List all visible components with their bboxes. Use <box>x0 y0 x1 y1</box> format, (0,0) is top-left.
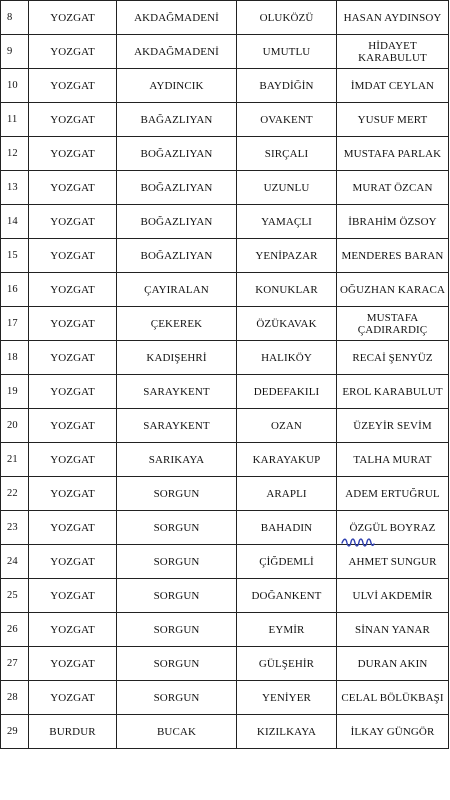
town-cell: GÜLŞEHİR <box>237 647 337 681</box>
table-row <box>1 443 449 477</box>
town-cell: OZAN <box>237 409 337 443</box>
table-row <box>1 171 449 205</box>
district-cell: BUCAK <box>117 715 237 749</box>
row-number: 23 <box>1 511 29 545</box>
province-cell: YOZGAT <box>29 375 117 409</box>
table-row <box>1 477 449 511</box>
district-cell: SORGUN <box>117 579 237 613</box>
name-cell: MUSTAFA PARLAK <box>337 137 449 171</box>
district-cell: ÇEKEREK <box>117 307 237 341</box>
row-number: 25 <box>1 579 29 613</box>
row-number: 21 <box>1 443 29 477</box>
name-cell: HİDAYET KARABULUT <box>337 35 449 69</box>
town-cell: YENİPAZAR <box>237 239 337 273</box>
row-number: 14 <box>1 205 29 239</box>
district-cell: SARAYKENT <box>117 409 237 443</box>
province-cell: YOZGAT <box>29 137 117 171</box>
district-cell: SORGUN <box>117 613 237 647</box>
district-cell: AKDAĞMADENİ <box>117 1 237 35</box>
row-number: 17 <box>1 307 29 341</box>
town-cell: ÖZÜKAVAK <box>237 307 337 341</box>
town-cell: ÇİĞDEMLİ <box>237 545 337 579</box>
table-row <box>1 647 449 681</box>
province-cell: YOZGAT <box>29 205 117 239</box>
name-cell: ULVİ AKDEMİR <box>337 579 449 613</box>
row-number: 26 <box>1 613 29 647</box>
table-body <box>1 1 449 749</box>
province-cell: YOZGAT <box>29 1 117 35</box>
row-number: 24 <box>1 545 29 579</box>
name-cell: EROL KARABULUT <box>337 375 449 409</box>
district-cell: SARAYKENT <box>117 375 237 409</box>
town-cell: DEDEFAKILI <box>237 375 337 409</box>
province-cell: YOZGAT <box>29 613 117 647</box>
province-cell: YOZGAT <box>29 579 117 613</box>
name-cell: HASAN AYDINSOY <box>337 1 449 35</box>
district-cell: BOĞAZLIYAN <box>117 171 237 205</box>
province-cell: YOZGAT <box>29 647 117 681</box>
row-number: 15 <box>1 239 29 273</box>
district-cell: SORGUN <box>117 511 237 545</box>
town-cell: BAHADIN <box>237 511 337 545</box>
province-cell: YOZGAT <box>29 103 117 137</box>
row-number: 9 <box>1 35 29 69</box>
town-cell: OVAKENT <box>237 103 337 137</box>
table-row <box>1 511 449 545</box>
row-number: 29 <box>1 715 29 749</box>
district-cell: BOĞAZLIYAN <box>117 137 237 171</box>
district-cell: SORGUN <box>117 477 237 511</box>
name-cell: ÖZGÜL BOYRAZ <box>337 511 449 545</box>
table-row <box>1 273 449 307</box>
name-cell: SİNAN YANAR <box>337 613 449 647</box>
town-cell: EYMİR <box>237 613 337 647</box>
province-cell: YOZGAT <box>29 307 117 341</box>
province-cell: YOZGAT <box>29 545 117 579</box>
province-cell: YOZGAT <box>29 341 117 375</box>
name-cell: YUSUF MERT <box>337 103 449 137</box>
row-number: 13 <box>1 171 29 205</box>
town-cell: SIRÇALI <box>237 137 337 171</box>
town-cell: KONUKLAR <box>237 273 337 307</box>
town-cell: YENİYER <box>237 681 337 715</box>
name-cell: AHMET SUNGUR <box>337 545 449 579</box>
name-cell: TALHA MURAT <box>337 443 449 477</box>
town-cell: BAYDİĞİN <box>237 69 337 103</box>
table-row <box>1 715 449 749</box>
table-row <box>1 341 449 375</box>
province-cell: YOZGAT <box>29 477 117 511</box>
province-cell: YOZGAT <box>29 171 117 205</box>
district-cell: BOĞAZLIYAN <box>117 239 237 273</box>
row-number: 19 <box>1 375 29 409</box>
table-row <box>1 69 449 103</box>
name-cell: DURAN AKIN <box>337 647 449 681</box>
town-cell: DOĞANKENT <box>237 579 337 613</box>
table-row <box>1 409 449 443</box>
district-cell: SORGUN <box>117 647 237 681</box>
town-cell: YAMAÇLI <box>237 205 337 239</box>
town-cell: HALIKÖY <box>237 341 337 375</box>
table-row <box>1 205 449 239</box>
district-cell: BAĞAZLIYAN <box>117 103 237 137</box>
name-cell: RECAİ ŞENYÜZ <box>337 341 449 375</box>
name-cell: İMDAT CEYLAN <box>337 69 449 103</box>
town-cell: ARAPLI <box>237 477 337 511</box>
name-cell: MURAT ÖZCAN <box>337 171 449 205</box>
row-number: 10 <box>1 69 29 103</box>
district-cell: BOĞAZLIYAN <box>117 205 237 239</box>
table-row <box>1 375 449 409</box>
table-row <box>1 35 449 69</box>
name-cell: İBRAHİM ÖZSOY <box>337 205 449 239</box>
table-row <box>1 613 449 647</box>
name-cell: OĞUZHAN KARACA <box>337 273 449 307</box>
table-row <box>1 137 449 171</box>
district-cell: AKDAĞMADENİ <box>117 35 237 69</box>
town-cell: UZUNLU <box>237 171 337 205</box>
district-cell: SORGUN <box>117 545 237 579</box>
ink-scribble-icon <box>341 536 375 548</box>
table-row <box>1 579 449 613</box>
row-number: 22 <box>1 477 29 511</box>
province-cell: YOZGAT <box>29 409 117 443</box>
row-number: 18 <box>1 341 29 375</box>
table-row <box>1 239 449 273</box>
table-row <box>1 545 449 579</box>
district-cell: KADIŞEHRİ <box>117 341 237 375</box>
district-cell: AYDINCIK <box>117 69 237 103</box>
province-cell: YOZGAT <box>29 443 117 477</box>
district-cell: SARIKAYA <box>117 443 237 477</box>
row-number: 20 <box>1 409 29 443</box>
row-number: 27 <box>1 647 29 681</box>
name-cell: CELAL BÖLÜKBAŞI <box>337 681 449 715</box>
table-row <box>1 681 449 715</box>
row-number: 16 <box>1 273 29 307</box>
province-cell: YOZGAT <box>29 273 117 307</box>
town-cell: OLUKÖZÜ <box>237 1 337 35</box>
row-number: 8 <box>1 1 29 35</box>
name-cell: MENDERES BARAN <box>337 239 449 273</box>
province-cell: YOZGAT <box>29 681 117 715</box>
name-cell: İLKAY GÜNGÖR <box>337 715 449 749</box>
province-cell: YOZGAT <box>29 69 117 103</box>
town-cell: KIZILKAYA <box>237 715 337 749</box>
row-number: 28 <box>1 681 29 715</box>
name-cell: MUSTAFA ÇADIRARDIÇ <box>337 307 449 341</box>
province-cell: BURDUR <box>29 715 117 749</box>
province-cell: YOZGAT <box>29 35 117 69</box>
name-cell: ADEM ERTUĞRUL <box>337 477 449 511</box>
province-cell: YOZGAT <box>29 239 117 273</box>
table-row <box>1 307 449 341</box>
province-cell: YOZGAT <box>29 511 117 545</box>
district-cell: ÇAYIRALAN <box>117 273 237 307</box>
table-row <box>1 1 449 35</box>
town-cell: KARAYAKUP <box>237 443 337 477</box>
row-number: 12 <box>1 137 29 171</box>
table-row <box>1 103 449 137</box>
row-number: 11 <box>1 103 29 137</box>
district-cell: SORGUN <box>117 681 237 715</box>
name-cell: ÜZEYİR SEVİM <box>337 409 449 443</box>
town-cell: UMUTLU <box>237 35 337 69</box>
